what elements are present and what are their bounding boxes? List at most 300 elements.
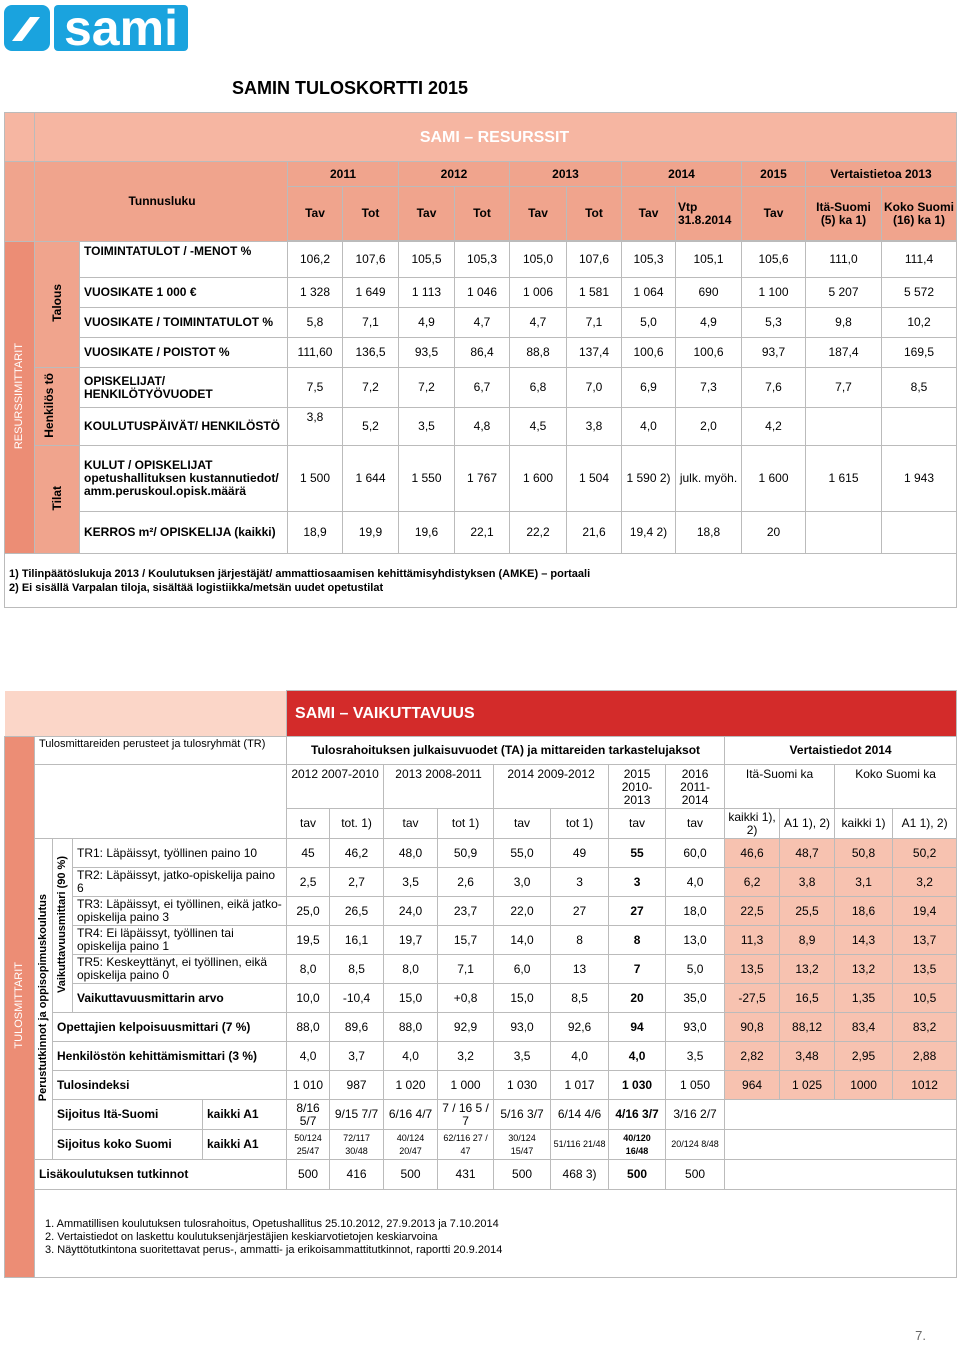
sami-logo-icon xyxy=(4,5,50,51)
cell: 1 504 xyxy=(567,446,622,512)
cell: 2,7 xyxy=(330,868,384,897)
cell: 51/116 21/48 xyxy=(551,1130,609,1160)
cell: 6/14 4/6 xyxy=(551,1100,609,1130)
cell: 1 006 xyxy=(510,278,567,308)
sub: tav xyxy=(494,809,551,839)
row-label: OPISKELIJAT/ HENKILÖTYÖVUODET xyxy=(80,368,288,408)
cell: 1 600 xyxy=(742,446,806,512)
group-tilat: Tilat xyxy=(35,446,80,554)
cell: 7,1 xyxy=(438,955,494,984)
cell: 4/16 3/7 xyxy=(609,1100,666,1130)
cell: 4,9 xyxy=(399,308,455,338)
cell: 8,5 xyxy=(330,955,384,984)
group-henkilosto: Henkilös tö xyxy=(35,368,80,446)
cell: +0,8 xyxy=(438,984,494,1013)
cell: 1 000 xyxy=(438,1071,494,1100)
cell: 7,5 xyxy=(288,368,343,408)
cell: 4,7 xyxy=(510,308,567,338)
resources-table xyxy=(4,112,957,608)
cell: 1 064 xyxy=(622,278,676,308)
cell: 48,7 xyxy=(780,839,835,868)
cell: 86,4 xyxy=(455,338,510,368)
cell: 500 xyxy=(494,1160,551,1190)
cell: 10,0 xyxy=(287,984,330,1013)
cell: 40/124 20/47 xyxy=(384,1130,438,1160)
period-2013: 2013 2008-2011 xyxy=(384,765,494,809)
sub-tav: Tav xyxy=(399,187,455,241)
cell: 3,7 xyxy=(330,1042,384,1071)
sub-vtp: Vtp 31.8.2014 xyxy=(676,187,742,241)
sub: tav xyxy=(384,809,438,839)
cell: 8 xyxy=(551,926,609,955)
cell: 8,0 xyxy=(384,955,438,984)
cell: 500 xyxy=(384,1160,438,1190)
cell: 6/16 4/7 xyxy=(384,1100,438,1130)
cell: 105,5 xyxy=(399,242,455,278)
cell: 14,0 xyxy=(494,926,551,955)
cell: 2,95 xyxy=(835,1042,893,1071)
cell: 19,4 2) xyxy=(622,512,676,554)
cell: 88,0 xyxy=(384,1013,438,1042)
cell: 1 030 xyxy=(494,1071,551,1100)
cell: 60,0 xyxy=(666,839,725,868)
sub: A1 1), 2) xyxy=(780,809,835,839)
note: 1) Tilinpäätöslukuja 2013 / Koulutuksen järjestäjät/ ammattiosaamisen kehittämisyhdistyksen (AMKE) – portaali xyxy=(9,567,591,580)
year-2014: 2014 xyxy=(622,162,742,187)
side-vaikuttavuusmittari: Vaikuttavuusmittari (90 %) xyxy=(53,839,73,1013)
note: 3. Näyttötutkintona suoritettavat perus-, ammatti- ja erikoisammattitutkinnot, raportti 20.9.2014 xyxy=(45,1244,503,1256)
cell: 93,7 xyxy=(742,338,806,368)
row-label: VUOSIKATE / POISTOT % xyxy=(80,338,288,368)
cell: 7 xyxy=(609,955,666,984)
cell: 100,6 xyxy=(622,338,676,368)
cell: 25,5 xyxy=(780,897,835,926)
cell: 23,7 xyxy=(438,897,494,926)
sub-tav: Tav xyxy=(622,187,676,241)
resources-section-title: SAMI – RESURSSIT xyxy=(35,113,957,162)
row-label: Henkilöstön kehittämismittari (3 %) xyxy=(53,1042,287,1071)
cell: 83,2 xyxy=(893,1013,957,1042)
cell: 55,0 xyxy=(494,839,551,868)
cell: 7,2 xyxy=(399,368,455,408)
page-number: 7. xyxy=(915,1328,926,1343)
cell: 22,2 xyxy=(510,512,567,554)
cell: 27 xyxy=(609,897,666,926)
sub: tav xyxy=(666,809,725,839)
cell: 20 xyxy=(742,512,806,554)
cell: 8/16 5/7 xyxy=(287,1100,330,1130)
cell: 690 xyxy=(676,278,742,308)
cell: 4,0 xyxy=(384,1042,438,1071)
cell: 19,5 xyxy=(287,926,330,955)
cell xyxy=(882,408,957,446)
sub: kaikki 1) xyxy=(835,809,893,839)
cell: 20/124 8/48 xyxy=(666,1130,725,1160)
cell: 1 020 xyxy=(384,1071,438,1100)
row-label: TR3: Läpäissyt, ei työllinen, eikä jatko-opiskelija paino 3 xyxy=(73,897,287,926)
cell: 10,2 xyxy=(882,308,957,338)
cell: 13,5 xyxy=(725,955,780,984)
cell: 15,0 xyxy=(494,984,551,1013)
cell: 5,0 xyxy=(666,955,725,984)
impact-notes xyxy=(35,1190,957,1278)
cell: 107,6 xyxy=(343,242,399,278)
cell: 1,35 xyxy=(835,984,893,1013)
cell: 11,3 xyxy=(725,926,780,955)
cell: 1 590 2) xyxy=(622,446,676,512)
cell: 169,5 xyxy=(882,338,957,368)
logo-text: sami xyxy=(64,0,178,56)
row-label: Sijoitus koko Suomi xyxy=(53,1130,203,1160)
cell: 5/16 3/7 xyxy=(494,1100,551,1130)
cell: 22,5 xyxy=(725,897,780,926)
resources-notes xyxy=(5,554,957,608)
cell: 111,60 xyxy=(288,338,343,368)
cell: 55 xyxy=(609,839,666,868)
cell: 3,8 xyxy=(780,868,835,897)
peer-ita-suomi: Itä-Suomi ka xyxy=(725,765,835,809)
cell: 5,0 xyxy=(622,308,676,338)
sub: tav xyxy=(287,809,330,839)
cell: 20 xyxy=(609,984,666,1013)
cell xyxy=(882,512,957,554)
cell: 18,6 xyxy=(835,897,893,926)
cell: 105,6 xyxy=(742,242,806,278)
cell: 19,4 xyxy=(893,897,957,926)
cell: 8 xyxy=(609,926,666,955)
cell: 83,4 xyxy=(835,1013,893,1042)
cell: 45 xyxy=(287,839,330,868)
cell: 2,5 xyxy=(287,868,330,897)
cell: 9,8 xyxy=(806,308,882,338)
cell: 27 xyxy=(551,897,609,926)
cell: 1 046 xyxy=(455,278,510,308)
sub: tot. 1) xyxy=(330,809,384,839)
cell: 49 xyxy=(551,839,609,868)
cell: 89,6 xyxy=(330,1013,384,1042)
sub: tot 1) xyxy=(438,809,494,839)
cell: 5,2 xyxy=(343,408,399,446)
cell: 18,0 xyxy=(666,897,725,926)
cell: 6,8 xyxy=(510,368,567,408)
cell: 4,0 xyxy=(609,1042,666,1071)
cell: 1 581 xyxy=(567,278,622,308)
cell: 8,9 xyxy=(780,926,835,955)
cell: 15,0 xyxy=(384,984,438,1013)
cell: 1 550 xyxy=(399,446,455,512)
cell: 30/124 15/47 xyxy=(494,1130,551,1160)
sub: tot 1) xyxy=(551,809,609,839)
cell: 13,2 xyxy=(835,955,893,984)
cell: 35,0 xyxy=(666,984,725,1013)
cell: 4,0 xyxy=(287,1042,330,1071)
cell: 22,1 xyxy=(455,512,510,554)
period-2012: 2012 2007-2010 xyxy=(287,765,384,809)
cell: -10,4 xyxy=(330,984,384,1013)
row-sublabel: kaikki A1 xyxy=(203,1100,287,1130)
cell: 4,0 xyxy=(622,408,676,446)
cell xyxy=(806,408,882,446)
row-label: KERROS m²/ OPISKELIJA (kaikki) xyxy=(80,512,288,554)
cell: 13,5 xyxy=(893,955,957,984)
peer-koko-suomi: Koko Suomi ka xyxy=(835,765,957,809)
cell: 5 572 xyxy=(882,278,957,308)
sub-ita-suomi: Itä-Suomi (5) ka 1) xyxy=(806,187,882,241)
pub-header: Tulosrahoituksen julkaisuvuodet (TA) ja mittareiden tarkastelujaksot xyxy=(287,737,725,765)
cell: 7,7 xyxy=(806,368,882,408)
cell: 8,0 xyxy=(287,955,330,984)
side-tulosmittarit: TULOSMITTARIT xyxy=(5,737,35,1278)
sub-tot: Tot xyxy=(343,187,399,241)
cell: 105,1 xyxy=(676,242,742,278)
sub-tav: Tav xyxy=(742,187,806,241)
cell: 48,0 xyxy=(384,839,438,868)
cell: 500 xyxy=(287,1160,330,1190)
sub-koko-suomi: Koko Suomi (16) ka 1) xyxy=(882,187,957,241)
cell: 13 xyxy=(551,955,609,984)
cell: 3,1 xyxy=(835,868,893,897)
period-2015: 2015 2010-2013 xyxy=(609,765,666,809)
cell: 1 025 xyxy=(780,1071,835,1100)
cell: 4,5 xyxy=(510,408,567,446)
cell: 14,3 xyxy=(835,926,893,955)
cell: 468 3) xyxy=(551,1160,609,1190)
cell: 7,3 xyxy=(676,368,742,408)
cell: 26,5 xyxy=(330,897,384,926)
cell: 94 xyxy=(609,1013,666,1042)
cell: 18,9 xyxy=(288,512,343,554)
cell: 93,0 xyxy=(494,1013,551,1042)
cell: 13,0 xyxy=(666,926,725,955)
cell: 105,0 xyxy=(510,242,567,278)
cell: 1 649 xyxy=(343,278,399,308)
cell: 4,8 xyxy=(455,408,510,446)
cell: 111,4 xyxy=(882,242,957,278)
sub-tot: Tot xyxy=(567,187,622,241)
cell: 137,4 xyxy=(567,338,622,368)
cell: 7,1 xyxy=(343,308,399,338)
cell: 3 xyxy=(609,868,666,897)
cell: 1 017 xyxy=(551,1071,609,1100)
cell: 431 xyxy=(438,1160,494,1190)
cell: 1000 xyxy=(835,1071,893,1100)
sub-tav: Tav xyxy=(288,187,343,241)
cell: 40/120 16/48 xyxy=(609,1130,666,1160)
cell: 2,6 xyxy=(438,868,494,897)
cell: 987 xyxy=(330,1071,384,1100)
cell: 72/117 30/48 xyxy=(330,1130,384,1160)
cell: 6,7 xyxy=(455,368,510,408)
impact-table xyxy=(4,690,957,1278)
cell: 90,8 xyxy=(725,1013,780,1042)
cell: 1 644 xyxy=(343,446,399,512)
cell: 10,5 xyxy=(893,984,957,1013)
cell: 106,2 xyxy=(288,242,343,278)
cell: 2,82 xyxy=(725,1042,780,1071)
sub: tav xyxy=(609,809,666,839)
cell: 92,9 xyxy=(438,1013,494,1042)
cell: 1 050 xyxy=(666,1071,725,1100)
cell: julk. myöh. xyxy=(676,446,742,512)
cell: 24,0 xyxy=(384,897,438,926)
cell: 7,0 xyxy=(567,368,622,408)
cell: 3,8 xyxy=(288,408,343,446)
peer-header: Vertaistiedot 2014 xyxy=(725,737,957,765)
cell: 1 615 xyxy=(806,446,882,512)
cell: 3,5 xyxy=(666,1042,725,1071)
year-2013: 2013 xyxy=(510,162,622,187)
row-label: TR5: Keskeyttänyt, ei työllinen, eikä opiskelija paino 0 xyxy=(73,955,287,984)
year-2015: 2015 xyxy=(742,162,806,187)
period-2014: 2014 2009-2012 xyxy=(494,765,609,809)
cell: -27,5 xyxy=(725,984,780,1013)
cell: 13,2 xyxy=(780,955,835,984)
cell: 3,8 xyxy=(567,408,622,446)
cell: 111,0 xyxy=(806,242,882,278)
cell: 3/16 2/7 xyxy=(666,1100,725,1130)
cell: 19,9 xyxy=(343,512,399,554)
cell: 1 328 xyxy=(288,278,343,308)
cell: 4,2 xyxy=(742,408,806,446)
cell: 500 xyxy=(666,1160,725,1190)
cell: 3,5 xyxy=(494,1042,551,1071)
note: 1. Ammatillisen koulutuksen tulosrahoitus, Opetushallitus 25.10.2012, 27.9.2013 ja 7.10.2014 xyxy=(45,1218,499,1230)
cell: 9/15 7/7 xyxy=(330,1100,384,1130)
period-2016: 2016 2011-2014 xyxy=(666,765,725,809)
cell: 3 xyxy=(551,868,609,897)
cell: 7,1 xyxy=(567,308,622,338)
row-label: KOULUTUSPÄIVÄT/ HENKILÖSTÖ xyxy=(80,408,288,446)
sub-tav: Tav xyxy=(510,187,567,241)
cell: 93,5 xyxy=(399,338,455,368)
row-label: KULUT / OPISKELIJAT opetushallituksen kustannutiedot/ amm.peruskoul.opisk.määrä xyxy=(80,446,288,512)
cell: 19,6 xyxy=(399,512,455,554)
sub: kaikki 1), 2) xyxy=(725,809,780,839)
sami-logo xyxy=(4,0,188,56)
page-title: SAMIN TULOSKORTTI 2015 xyxy=(232,78,469,98)
cell: 8,5 xyxy=(551,984,609,1013)
cell xyxy=(806,512,882,554)
cell: 187,4 xyxy=(806,338,882,368)
cell: 7,6 xyxy=(742,368,806,408)
cell: 2,88 xyxy=(893,1042,957,1071)
cell: 105,3 xyxy=(455,242,510,278)
cell: 100,6 xyxy=(676,338,742,368)
row-label: TOIMINTATULOT / -MENOT % xyxy=(80,242,288,278)
cell: 1 113 xyxy=(399,278,455,308)
year-2011: 2011 xyxy=(288,162,399,187)
note: 2) Ei sisällä Varpalan tiloja, sisältää logistiikka/metsän uudet opetustilat xyxy=(9,581,384,594)
cell: 964 xyxy=(725,1071,780,1100)
cell: 136,5 xyxy=(343,338,399,368)
row-label: Tulosindeksi xyxy=(53,1071,287,1100)
cell: 3,48 xyxy=(780,1042,835,1071)
cell: 105,3 xyxy=(622,242,676,278)
cell: 46,2 xyxy=(330,839,384,868)
row-label: Vaikuttavuusmittarin arvo xyxy=(73,984,287,1013)
cell: 13,7 xyxy=(893,926,957,955)
cell: 1 030 xyxy=(609,1071,666,1100)
year-2012: 2012 xyxy=(399,162,510,187)
sub-tot: Tot xyxy=(455,187,510,241)
row-sublabel: kaikki A1 xyxy=(203,1130,287,1160)
impact-section-title: SAMI – VAIKUTTAVUUS xyxy=(287,691,957,737)
cell: 6,9 xyxy=(622,368,676,408)
group-talous: Talous xyxy=(35,242,80,368)
cell: 16,1 xyxy=(330,926,384,955)
cell: 416 xyxy=(330,1160,384,1190)
cell: 19,7 xyxy=(384,926,438,955)
cell: 3,5 xyxy=(399,408,455,446)
row-label: Lisäkoulutuksen tutkinnot xyxy=(35,1160,287,1190)
cell: 62/116 27 / 47 xyxy=(438,1130,494,1160)
cell: 4,9 xyxy=(676,308,742,338)
cell: 46,6 xyxy=(725,839,780,868)
cell: 1 767 xyxy=(455,446,510,512)
cell: 6,2 xyxy=(725,868,780,897)
cell: 1 010 xyxy=(287,1071,330,1100)
cell: 7,2 xyxy=(343,368,399,408)
cell: 1012 xyxy=(893,1071,957,1100)
cell: 22,0 xyxy=(494,897,551,926)
basis-header: Tulosmittareiden perusteet ja tulosryhmät (TR) xyxy=(35,737,287,765)
cell: 1 500 xyxy=(288,446,343,512)
cell: 21,6 xyxy=(567,512,622,554)
cell: 5 207 xyxy=(806,278,882,308)
row-label: TR4: Ei läpäissyt, työllinen tai opiskelija paino 1 xyxy=(73,926,287,955)
row-label: VUOSIKATE / TOIMINTATULOT % xyxy=(80,308,288,338)
side-perustutkinnot: Perustutkinnot ja oppisopimuskoulutus xyxy=(35,839,53,1160)
cell: 16,5 xyxy=(780,984,835,1013)
cell: 1 943 xyxy=(882,446,957,512)
cell: 2,0 xyxy=(676,408,742,446)
cell: 3,0 xyxy=(494,868,551,897)
cell: 88,0 xyxy=(287,1013,330,1042)
cell: 3,2 xyxy=(438,1042,494,1071)
cell: 5,3 xyxy=(742,308,806,338)
cell: 15,7 xyxy=(438,926,494,955)
cell: 107,6 xyxy=(567,242,622,278)
cell: 93,0 xyxy=(666,1013,725,1042)
row-label: Sijoitus Itä-Suomi xyxy=(53,1100,203,1130)
cell: 25,0 xyxy=(287,897,330,926)
cell: 50,9 xyxy=(438,839,494,868)
row-label: TR1: Läpäissyt, työllinen paino 10 xyxy=(73,839,287,868)
cell: 1 600 xyxy=(510,446,567,512)
row-label: TR2: Läpäissyt, jatko-opiskelija paino 6 xyxy=(73,868,287,897)
cell: 88,8 xyxy=(510,338,567,368)
cell: 4,0 xyxy=(666,868,725,897)
cell: 1 100 xyxy=(742,278,806,308)
cell: 50,2 xyxy=(893,839,957,868)
cell: 18,8 xyxy=(676,512,742,554)
year-peer: Vertaistietoa 2013 xyxy=(806,162,957,187)
cell: 50,8 xyxy=(835,839,893,868)
sub: A1 1), 2) xyxy=(893,809,957,839)
cell: 3,2 xyxy=(893,868,957,897)
side-resurssimittarit: RESURSSIMITTARIT xyxy=(5,242,35,554)
cell: 88,12 xyxy=(780,1013,835,1042)
cell: 7 / 16 5 / 7 xyxy=(438,1100,494,1130)
cell: 6,0 xyxy=(494,955,551,984)
cell: 4,7 xyxy=(455,308,510,338)
col-tunnusluku: Tunnusluku xyxy=(35,162,288,242)
cell: 92,6 xyxy=(551,1013,609,1042)
row-label: VUOSIKATE 1 000 € xyxy=(80,278,288,308)
row-label: Opettajien kelpoisuusmittari (7 %) xyxy=(53,1013,287,1042)
cell: 500 xyxy=(609,1160,666,1190)
cell: 8,5 xyxy=(882,368,957,408)
